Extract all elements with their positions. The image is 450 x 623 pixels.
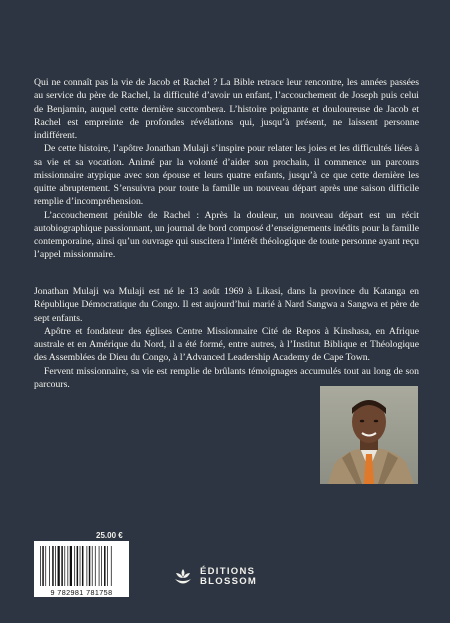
publisher-line-1: ÉDITIONS xyxy=(200,565,256,577)
blossom-flower-icon xyxy=(172,566,194,588)
bio-paragraph-1: Jonathan Mulaji wa Mulaji est né le 13 août 1969 à Likasi, dans la province du Katanga en République Démocratique du Congo. Il est aujourd’hui marié à Nard Sangwa a Sangwa et père de sept enfants. xyxy=(34,286,419,324)
publisher-logo xyxy=(172,566,257,588)
bio-paragraph-2: Apôtre et fondateur des églises Centre Missionnaire Cité de Repos à Kinshasa, en Afrique australe et en Amérique du Nord, il a été formé, entre autres, à l’Institut Biblique et Théologique des Assemblées de Dieu du Congo, à l’Advanced Leadership Academy de Cape Town. xyxy=(34,325,419,364)
bio-paragraph-3: Fervent missionnaire, sa vie est remplie de brûlants témoignages accumulés tout au long de son parcours. xyxy=(34,365,419,390)
author-bio xyxy=(34,285,419,391)
synopsis-paragraph-1: Qui ne connaît pas la vie de Jacob et Rachel ? La Bible retrace leur rencontre, les années passées au service du père de Rachel, la difficulté d’avoir un enfant, l’accouchement de Joseph puis celui de Benjamin, auquel cette dernière succombera. L’histoire poignante et douloureuse de Jacob et Rachel est empreinte de profondes révélations qui, jusqu’à présent, ne laissent personne indifférent. xyxy=(34,77,419,141)
price-label: 25.00 € xyxy=(96,531,123,540)
synopsis xyxy=(34,76,419,262)
synopsis-paragraph-3: L’accouchement pénible de Rachel : Après la douleur, un nouveau départ est un récit autobiographique passionnant, un journal de bord composé d’enseignements inédits pour la famille contemporaine, ainsi qu’un ouvrage qui suscitera l’intérêt théologique de toute personne ayant reçu l’appel missionnaire. xyxy=(34,209,419,261)
publisher-line-2: BLOSSOM xyxy=(200,576,258,587)
isbn-number: 9 782981 781758 xyxy=(50,588,113,597)
isbn-barcode xyxy=(34,541,129,597)
publisher-name xyxy=(200,567,257,588)
barcode-bars xyxy=(34,541,129,589)
synopsis-paragraph-2: De cette histoire, l’apôtre Jonathan Mulaji s’inspire pour relater les joies et les difficultés liées à sa vie et sa vocation. Animé par la volonté d’aider son prochain, il commence un parcours missionnaire atypique avec son épouse et leurs quatre enfants, jusqu’à ce que cette dernière les quitte abruptement. S’ensuivra pour toute la famille un nouveau départ après une saison difficile remplie d’incompréhension. xyxy=(34,143,419,208)
author-photo xyxy=(320,386,418,484)
